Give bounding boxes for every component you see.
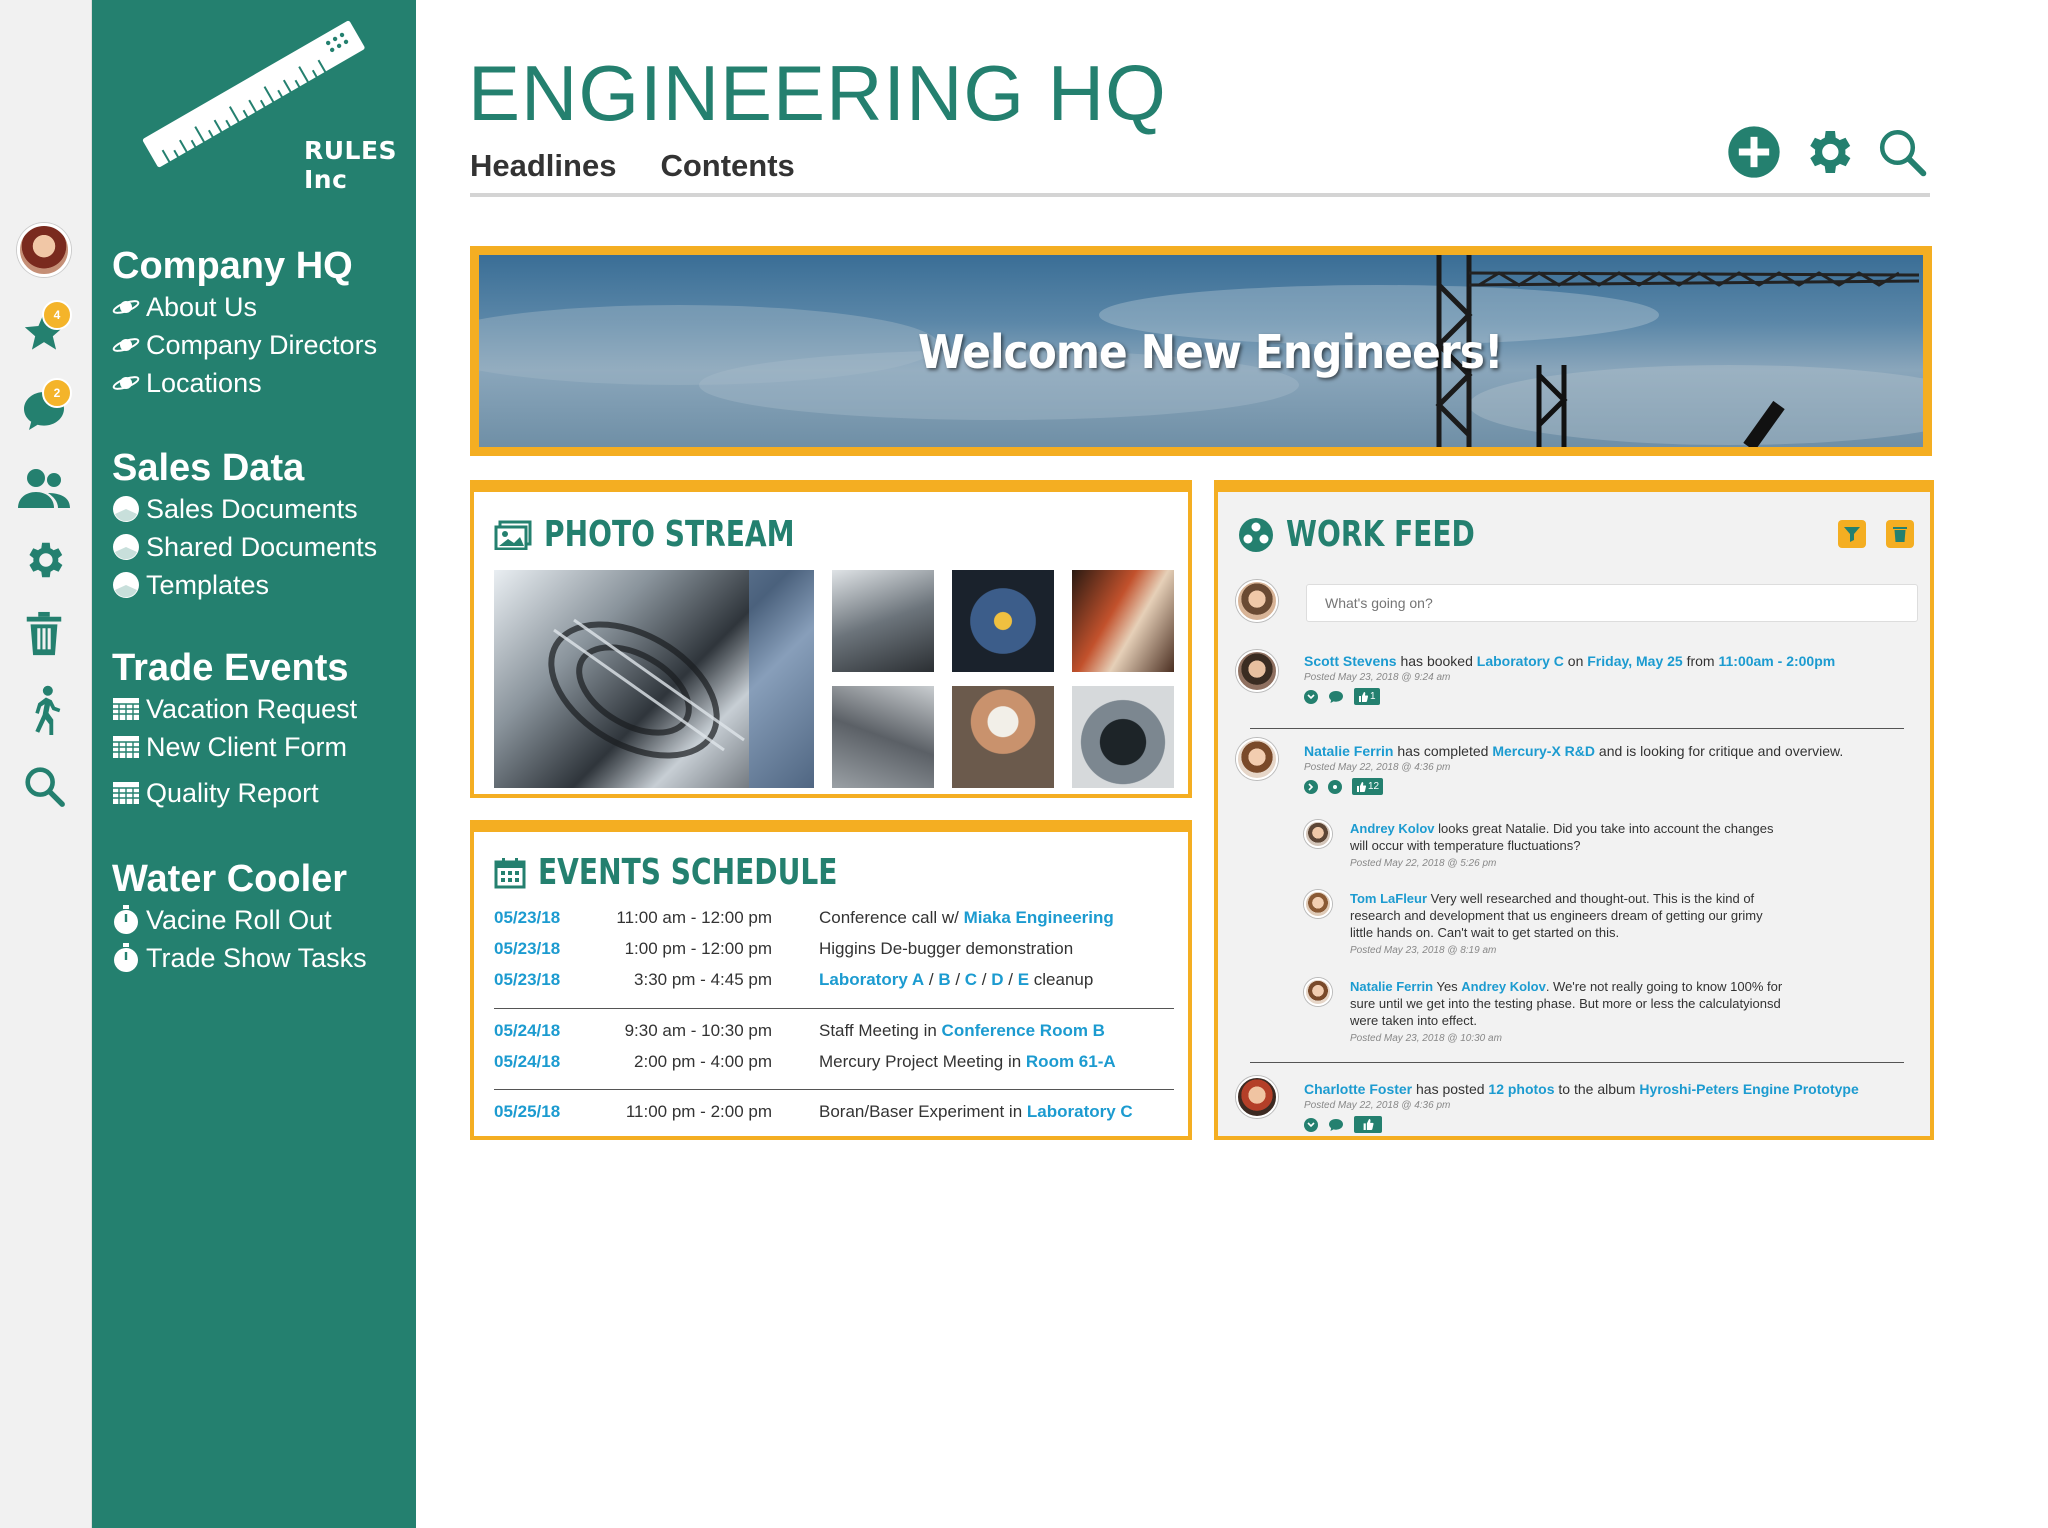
like-count: 1: [1370, 691, 1376, 702]
event-date: 05/24/18: [494, 1052, 561, 1071]
event-date: 05/23/18: [494, 970, 561, 989]
thumbs-up-icon: [1358, 692, 1368, 702]
nav-section-title: Water Cooler: [112, 858, 348, 900]
nav-section-water-cooler: [112, 857, 412, 977]
event-link[interactable]: D: [991, 970, 1004, 989]
comment-icon[interactable]: [1328, 690, 1344, 704]
tab-headlines[interactable]: Headlines: [470, 148, 617, 183]
nav-item-locations[interactable]: [112, 364, 412, 402]
avatar: [1304, 820, 1332, 848]
nav-item-trade-show-tasks[interactable]: [112, 939, 412, 977]
post-actions: [1304, 778, 1383, 795]
gear-icon: [1800, 124, 1856, 180]
calendar-grid-icon: [112, 733, 140, 761]
nav-section-sales-data: [112, 446, 412, 604]
post-link[interactable]: Friday, May 25: [1587, 653, 1683, 669]
avatar: [17, 223, 71, 277]
feed-comment: Tom LaFleur Very well researched and thought-out. This is the kind of research and development that us engineers dream of getting our grimy little hands on. Can't wait to get started on this.: [1350, 891, 1763, 940]
events-header: [494, 852, 922, 893]
filter-icon: [1843, 525, 1861, 543]
nav-section-title: Company HQ: [112, 245, 353, 287]
nav-section-trade-events: [112, 646, 412, 812]
header-tabs: [470, 148, 795, 184]
pie-icon: [112, 495, 140, 523]
event-description: Mercury Project Meeting in Room 61-A: [819, 1052, 1116, 1071]
author-link[interactable]: Tom LaFleur: [1350, 891, 1428, 906]
event-description: Boran/Baser Experiment in Laboratory C: [819, 1102, 1133, 1121]
avatar: [1304, 890, 1332, 918]
divider: [1250, 728, 1904, 729]
planet-icon: [112, 369, 140, 397]
divider: [1250, 1062, 1904, 1063]
planet-icon: [112, 331, 140, 359]
post-timestamp: Posted May 22, 2018 @ 4:36 pm: [1304, 1100, 1451, 1111]
nav-item-vacation-request[interactable]: [112, 690, 412, 728]
feed-post: Charlotte Foster has posted 12 photos to the album Hyroshi-Peters Engine Prototype: [1304, 1081, 1859, 1097]
users-icon: [18, 466, 70, 510]
sidebar: [92, 0, 416, 1528]
chevron-down-icon: [1307, 1122, 1315, 1128]
event-date: 05/25/18: [494, 1102, 561, 1121]
delete-button[interactable]: [1886, 520, 1914, 548]
card-title: PHOTO STREAM: [544, 514, 795, 555]
like-button[interactable]: [1354, 1116, 1382, 1133]
divider: [494, 1089, 1174, 1090]
calendar-icon: [494, 857, 526, 889]
messages-button[interactable]: [14, 380, 74, 440]
event-description: Staff Meeting in Conference Room B: [819, 1021, 1105, 1040]
page-title: ENGINEERING HQ: [468, 49, 1167, 137]
avatar: [1236, 650, 1278, 692]
like-button[interactable]: [1354, 688, 1380, 705]
logo-text: RULES Inc: [304, 136, 398, 194]
planet-icon: [112, 293, 140, 321]
nav-item-about-us[interactable]: [112, 288, 412, 326]
nav-item-vacine-roll-out[interactable]: [112, 901, 412, 939]
trash-button[interactable]: [14, 604, 74, 664]
stopwatch-icon: [112, 906, 140, 934]
avatar: [1236, 1076, 1278, 1118]
plus-circle-icon: [1726, 124, 1782, 180]
photo-thumbnail[interactable]: [952, 570, 1054, 672]
calendar-grid-icon: [112, 695, 140, 723]
walking-person-icon: [24, 685, 64, 735]
event-row[interactable]: [494, 939, 1174, 963]
nav-section-company-hq: [112, 244, 412, 402]
event-row[interactable]: [494, 970, 1174, 994]
comment-timestamp: Posted May 23, 2018 @ 8:19 am: [1350, 945, 1497, 956]
author-link[interactable]: Andrey Kolov: [1350, 821, 1435, 836]
comment-button[interactable]: [1328, 780, 1342, 794]
event-date: 05/23/18: [494, 939, 561, 958]
feed-post: Natalie Ferrin has completed Mercury-X R&D and is looking for critique and overview.: [1304, 743, 1844, 759]
people-button[interactable]: [14, 458, 74, 518]
search-icon: [21, 763, 67, 809]
photo-thumbnail[interactable]: [1072, 570, 1174, 672]
add-button[interactable]: [1726, 124, 1782, 180]
nav-item-label: Locations: [146, 368, 262, 398]
divider: [494, 1008, 1174, 1009]
photo-thumbnail[interactable]: [832, 686, 934, 788]
nav-item-new-client-form[interactable]: [112, 728, 412, 766]
thumbs-up-icon: [1356, 782, 1366, 792]
post-link[interactable]: 12 photos: [1488, 1081, 1555, 1097]
stopwatch-icon: [112, 944, 140, 972]
nav-item-label: Vacation Request: [146, 694, 358, 724]
pie-icon: [112, 571, 140, 599]
author-link[interactable]: Charlotte Foster: [1304, 1081, 1413, 1097]
photo-thumbnail[interactable]: [494, 570, 814, 788]
comment-icon: [1331, 783, 1339, 791]
filter-button[interactable]: [1838, 520, 1866, 548]
nav-item-label: Templates: [146, 570, 270, 600]
settings-button[interactable]: [14, 530, 74, 590]
nav-item-label: Trade Show Tasks: [146, 943, 367, 973]
event-time: 11:00 pm - 2:00 pm: [625, 1102, 772, 1121]
event-time: 11:00 am - 12:00 pm: [616, 908, 772, 927]
photos-icon: [494, 520, 532, 550]
photo-stream-header: [494, 514, 865, 555]
calendar-grid-icon: [112, 779, 140, 807]
nav-item-label: Quality Report: [146, 778, 319, 808]
icon-rail: [0, 0, 92, 1528]
mention-link[interactable]: Andrey Kolov: [1461, 979, 1546, 994]
nav-item-label: About Us: [146, 292, 258, 322]
trash-icon: [1892, 525, 1908, 543]
event-link[interactable]: Laboratory A: [819, 970, 925, 989]
work-feed-header: [1238, 514, 1528, 555]
event-description: Higgins De-bugger demonstration: [819, 939, 1074, 958]
activity-button[interactable]: [14, 680, 74, 740]
avatar: [1236, 738, 1278, 780]
event-description: Conference call w/ Miaka Engineering: [819, 908, 1114, 927]
banner-headline: Welcome New Engineers!: [917, 325, 1503, 379]
chevron-down-icon: [1307, 694, 1315, 700]
network-icon: [1238, 517, 1274, 553]
nav-item-shared-documents[interactable]: [112, 528, 412, 566]
event-row[interactable]: [494, 1021, 1174, 1045]
event-date: 05/23/18: [494, 908, 561, 927]
search-icon: [1875, 125, 1929, 179]
avatar: [1304, 978, 1332, 1006]
welcome-banner[interactable]: [470, 246, 1932, 456]
thumbs-up-icon: [1362, 1119, 1374, 1130]
nav-item-label: Shared Documents: [146, 532, 378, 562]
post-actions: [1304, 688, 1380, 705]
search-button[interactable]: [1874, 124, 1930, 180]
nav-item-label: New Client Form: [146, 732, 348, 762]
settings-button[interactable]: [1800, 124, 1856, 180]
user-avatar[interactable]: [14, 220, 74, 280]
photo-stream-card: [470, 480, 1192, 798]
feed-actions: [1838, 520, 1914, 548]
nav-section-title: Trade Events: [112, 647, 349, 689]
header-divider: [470, 193, 1930, 197]
collapse-button[interactable]: [1304, 780, 1318, 794]
post-actions: [1304, 1116, 1382, 1133]
messages-badge: 2: [42, 378, 72, 408]
pie-icon: [112, 533, 140, 561]
post-link[interactable]: 11:00am - 2:00pm: [1718, 653, 1836, 669]
tab-contents[interactable]: Contents: [660, 148, 795, 183]
event-time: 2:00 pm - 4:00 pm: [634, 1052, 772, 1071]
trash-icon: [24, 611, 64, 657]
search-button[interactable]: [14, 756, 74, 816]
event-time: 3:30 pm - 4:45 pm: [634, 970, 772, 989]
avatar: [1236, 580, 1278, 622]
photo-thumbnail[interactable]: [1072, 686, 1174, 788]
event-date: 05/24/18: [494, 1021, 561, 1040]
event-row[interactable]: [494, 1102, 1174, 1126]
compose-input[interactable]: [1307, 585, 1917, 621]
photo-thumbnail[interactable]: [832, 570, 934, 672]
card-title: WORK FEED: [1286, 514, 1475, 555]
event-row[interactable]: [494, 908, 1174, 932]
post-timestamp: Posted May 23, 2018 @ 9:24 am: [1304, 672, 1451, 683]
nav-item-company-directors[interactable]: [112, 326, 412, 364]
post-link[interactable]: Mercury-X R&D: [1492, 743, 1596, 759]
author-link[interactable]: Natalie Ferrin: [1304, 743, 1394, 759]
author-link[interactable]: Scott Stevens: [1304, 653, 1397, 669]
comment-timestamp: Posted May 23, 2018 @ 10:30 am: [1350, 1033, 1502, 1044]
event-link[interactable]: B: [938, 970, 951, 989]
nav-section-title: Sales Data: [112, 447, 305, 489]
comment-icon[interactable]: [1328, 1118, 1344, 1132]
event-time: 1:00 pm - 12:00 pm: [624, 939, 772, 958]
nav-item-quality-report[interactable]: [112, 774, 412, 812]
like-count: 12: [1368, 781, 1380, 792]
comment-timestamp: Posted May 22, 2018 @ 5:26 pm: [1350, 858, 1497, 869]
nav-item-label: Sales Documents: [146, 494, 358, 524]
expand-button[interactable]: [1304, 1118, 1318, 1132]
author-link[interactable]: Natalie Ferrin: [1350, 979, 1434, 994]
event-row[interactable]: [494, 1052, 1174, 1076]
event-description: Laboratory A / B / C / D / E cleanup: [819, 970, 1094, 989]
events-schedule-card: [470, 820, 1192, 1140]
work-feed-card: [1214, 480, 1934, 1140]
gear-icon: [21, 537, 67, 583]
event-link[interactable]: Room 61-A: [1025, 1052, 1116, 1071]
nav-item-templates[interactable]: [112, 566, 412, 604]
post-timestamp: Posted May 22, 2018 @ 4:36 pm: [1304, 762, 1451, 773]
nav-item-label: Vacine Roll Out: [146, 905, 332, 935]
nav-item-label: Company Directors: [146, 330, 378, 360]
nav-item-sales-documents[interactable]: [112, 490, 412, 528]
header-actions: [1726, 124, 1930, 180]
post-link[interactable]: Laboratory C: [1476, 653, 1564, 669]
favorites-button[interactable]: [14, 302, 74, 362]
event-link[interactable]: Miaka Engineering: [963, 908, 1114, 927]
like-button[interactable]: [1352, 778, 1383, 795]
favorites-badge: 4: [42, 300, 72, 330]
chevron-right-icon: [1308, 783, 1314, 791]
event-time: 9:30 am - 10:30 pm: [624, 1021, 772, 1040]
post-link[interactable]: Hyroshi-Peters Engine Prototype: [1639, 1081, 1859, 1097]
expand-button[interactable]: [1304, 690, 1318, 704]
card-title: EVENTS SCHEDULE: [538, 852, 838, 893]
event-link[interactable]: Laboratory C: [1026, 1102, 1133, 1121]
feed-post: Scott Stevens has booked Laboratory C on Friday, May 25 from 11:00am - 2:00pm: [1304, 653, 1836, 669]
compose-box[interactable]: [1306, 584, 1918, 622]
photo-thumbnail[interactable]: [952, 686, 1054, 788]
feed-comment: Andrey Kolov looks great Natalie. Did you take into account the changes will occur with temperature fluctuations?: [1350, 821, 1774, 853]
feed-comment: Natalie Ferrin Yes Andrey Kolov. We're not really going to know 100% for sure until we get into the testing phase. But more or less the calculatyionsd were taken into effect.: [1350, 979, 1783, 1028]
event-link[interactable]: Conference Room B: [941, 1021, 1105, 1040]
event-link[interactable]: E: [1017, 970, 1030, 989]
event-link[interactable]: C: [964, 970, 978, 989]
